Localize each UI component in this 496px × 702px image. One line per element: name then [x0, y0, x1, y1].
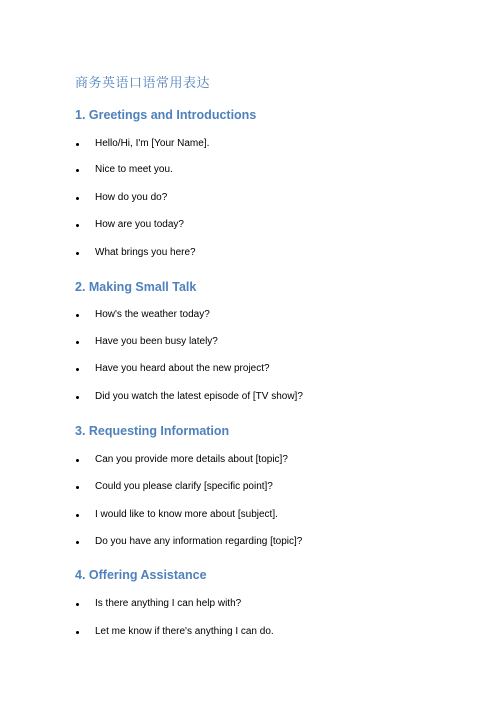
- section-heading-greetings: 1. Greetings and Introductions: [75, 108, 257, 122]
- section-heading-offering-assistance: 4. Offering Assistance: [75, 568, 207, 582]
- list-item-text: Could you please clarify [specific point]?: [95, 481, 273, 492]
- list-item-text: Have you heard about the new project?: [95, 363, 270, 374]
- list-item-text: Let me know if there's anything I can do.: [95, 626, 274, 637]
- section-heading-requesting-information: 3. Requesting Information: [75, 424, 230, 438]
- list-item-text: How's the weather today?: [95, 309, 210, 320]
- list-item-text: How are you today?: [95, 219, 184, 230]
- document-title: 商务英语口语常用表达: [75, 75, 211, 90]
- list-item-text: I would like to know more about [subject].: [95, 509, 278, 520]
- section-heading-small-talk: 2. Making Small Talk: [75, 280, 197, 294]
- list-item-text: Did you watch the latest episode of [TV show]?: [95, 391, 303, 402]
- list-item-text: Do you have any information regarding [topic]?: [95, 536, 303, 547]
- list-item-text: Is there anything I can help with?: [95, 598, 242, 609]
- list-item-text: Hello/Hi, I'm [Your Name].: [95, 138, 210, 149]
- list-item-text: Can you provide more details about [topic]?: [95, 454, 288, 465]
- list-item-text: How do you do?: [95, 192, 168, 203]
- list-item-text: Nice to meet you.: [95, 164, 173, 175]
- list-item-text: Have you been busy lately?: [95, 336, 218, 347]
- list-item-text: What brings you here?: [95, 247, 196, 258]
